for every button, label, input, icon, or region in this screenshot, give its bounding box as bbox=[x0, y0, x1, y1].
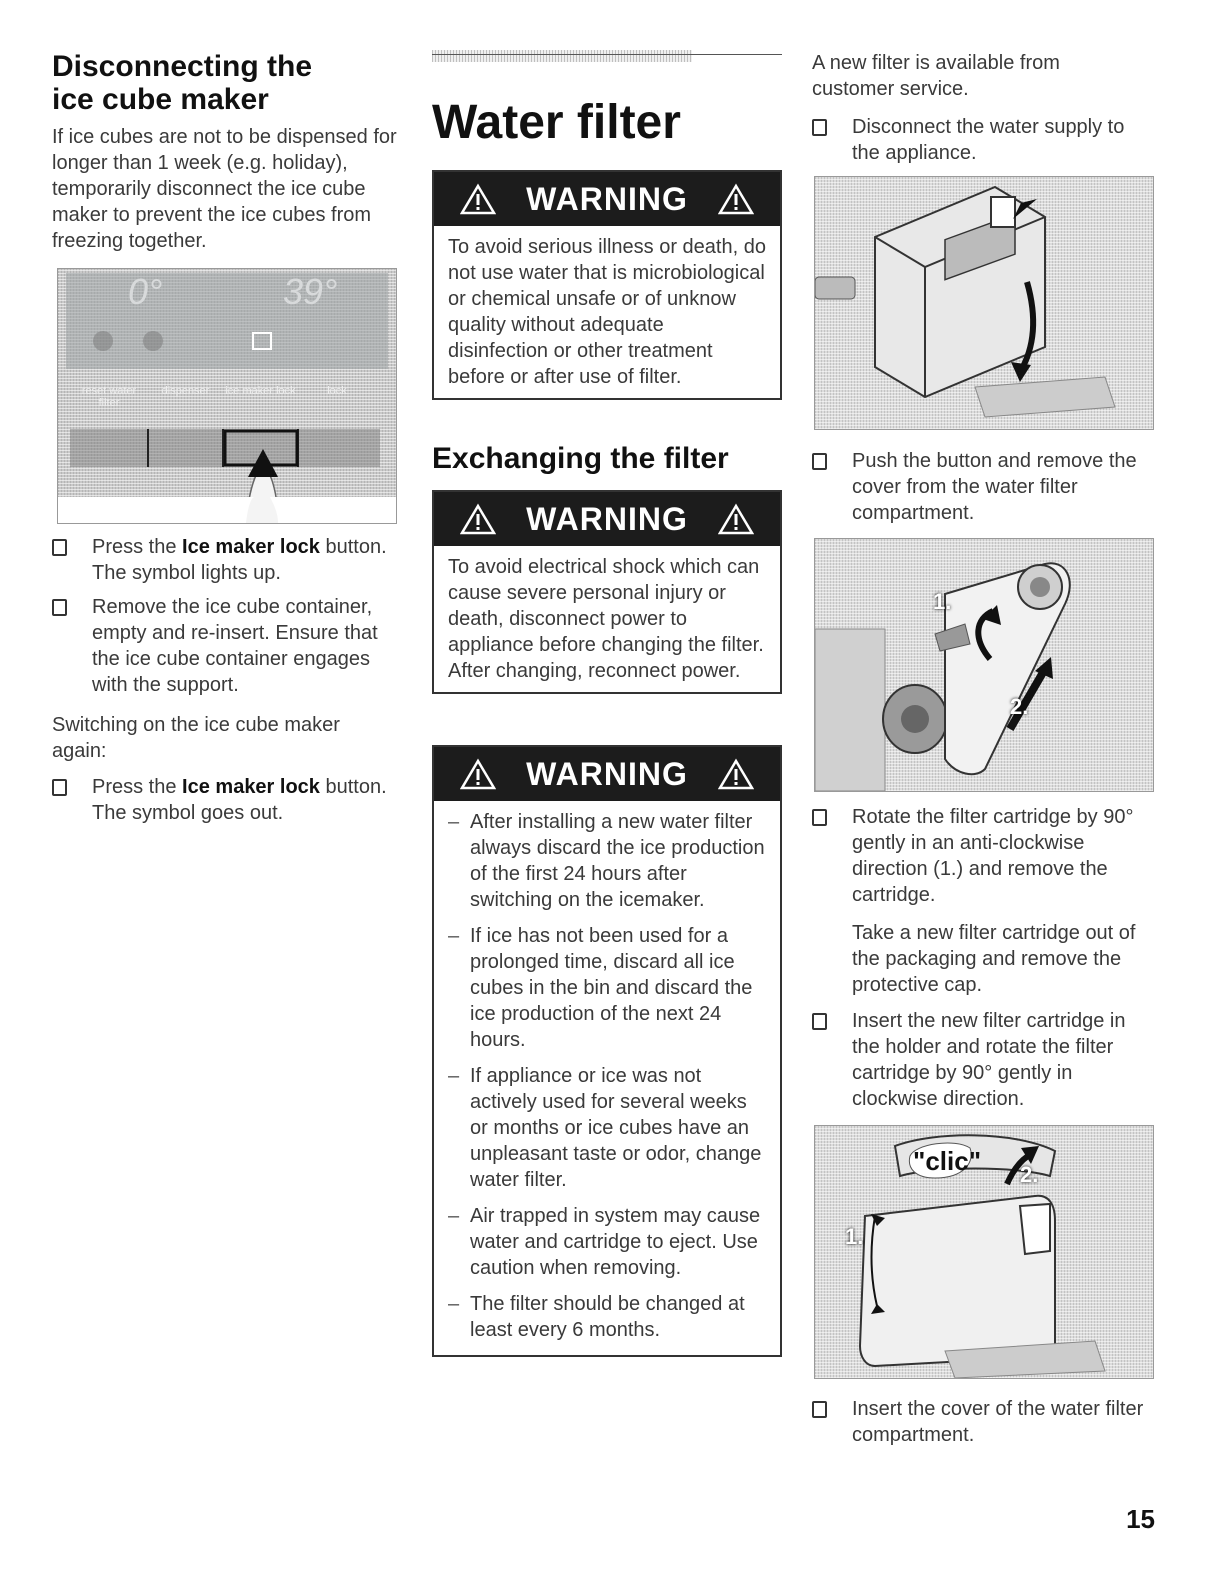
panel-button-labels bbox=[70, 385, 380, 409]
warning-banner bbox=[434, 747, 780, 801]
availability-paragraph: A new filter is available from customer service. bbox=[812, 52, 1060, 100]
steps-list-disconnect bbox=[52, 534, 402, 706]
section-heading-disconnect bbox=[52, 50, 312, 116]
page-number: 15 bbox=[1126, 1504, 1155, 1534]
checkbox-icon bbox=[812, 453, 827, 470]
title-rule-line bbox=[432, 54, 782, 55]
step-text: Rotate the filter cartridge by 90° gently in an anti-clockwise direction (1.) and remove the cartridge. bbox=[852, 806, 1134, 906]
switching-on-paragraph: Switching on the ice cube maker again: bbox=[52, 714, 340, 762]
list-item bbox=[812, 1008, 1157, 1112]
step-marker-1: 1. bbox=[845, 1224, 864, 1249]
checkbox-icon bbox=[52, 539, 67, 556]
warning-triangle-icon bbox=[718, 503, 754, 535]
step-bold: Ice maker lock bbox=[182, 536, 320, 558]
list-item bbox=[812, 448, 1157, 526]
list-item bbox=[812, 114, 1157, 166]
checkbox-icon bbox=[52, 779, 67, 796]
page-title: Water filter bbox=[432, 96, 681, 149]
checkbox-icon bbox=[812, 809, 827, 826]
heading-line-1: Disconnecting the bbox=[52, 50, 313, 83]
filter-cover-figure bbox=[814, 176, 1154, 430]
warning-triangle-icon bbox=[718, 183, 754, 215]
filter-rotate-out-illustration bbox=[815, 539, 1153, 791]
checkbox-icon bbox=[812, 1013, 827, 1030]
warning-label: WARNING bbox=[526, 755, 688, 792]
list-item: – If appliance or ice was not actively used for several weeks or months or ice cubes have an unpleasant taste or odor, change water filter. bbox=[448, 1063, 768, 1193]
step-list-1 bbox=[812, 114, 1157, 174]
list-item bbox=[812, 804, 1157, 908]
filter-insert-figure bbox=[814, 1125, 1154, 1379]
panel-label-ice-maker-lock: ice maker lock bbox=[225, 385, 296, 397]
step-text: Push the button and remove the cover from the water filter compartment. bbox=[852, 450, 1137, 524]
panel-label-reset-water-filter: reset water filter bbox=[81, 385, 137, 409]
clic-label: "clic" bbox=[913, 1146, 982, 1176]
list-item: – If ice has not been used for a prolonged time, discard all ice cubes in the bin and discard the ice production of the next 24 hours. bbox=[448, 923, 768, 1053]
list-item bbox=[52, 534, 402, 586]
list-item bbox=[52, 774, 392, 826]
step-text: Insert the cover of the water filter compartment. bbox=[852, 1398, 1144, 1446]
filter-rotate-out-figure bbox=[814, 538, 1154, 792]
filter-cover-illustration bbox=[815, 177, 1153, 429]
checkbox-icon bbox=[812, 1401, 827, 1418]
step-text: Press the bbox=[92, 536, 183, 558]
step-text: Press the bbox=[92, 776, 183, 798]
intro-paragraph: If ice cubes are not to be dispensed for longer than 1 week (e.g. holiday), temporarily disconnect the ice cube maker to prevent the ice cubes from freezing together. bbox=[52, 126, 397, 252]
step-text: button. The symbol goes out. bbox=[92, 776, 387, 824]
temp-right-readout: 39° bbox=[283, 271, 338, 312]
step-text: Insert the new filter cartridge in the holder and rotate the filter cartridge by 90° gently in clockwise direction. bbox=[852, 1010, 1126, 1110]
warning-list-container bbox=[434, 801, 780, 1355]
warning-box-electrical bbox=[432, 490, 782, 694]
control-panel-figure bbox=[57, 268, 397, 524]
list-item bbox=[52, 594, 402, 698]
warning-label: WARNING bbox=[526, 500, 688, 537]
warning-triangle-icon bbox=[460, 758, 496, 790]
filter-insert-illustration bbox=[815, 1126, 1153, 1378]
title-rule-gradient bbox=[432, 50, 692, 62]
step-bold: Ice maker lock bbox=[182, 776, 320, 798]
warning-list bbox=[448, 809, 768, 1343]
list-item: – After installing a new water filter always discard the ice production of the first 24 hours after switching on the icemaker. bbox=[448, 809, 768, 913]
title-rule bbox=[432, 50, 782, 62]
step-text: button. The symbol lights up. bbox=[92, 536, 387, 584]
panel-label-lock: lock bbox=[327, 385, 347, 397]
warning-banner bbox=[434, 172, 780, 226]
warning-box-ice bbox=[432, 745, 782, 1357]
warning-text: To avoid serious illness or death, do not use water that is microbiological or chemical unsafe or of unknow quality without adequate disinfection or other treatment before or after use of filter. bbox=[448, 236, 766, 388]
step-marker-1: 1. bbox=[933, 589, 952, 614]
list-item: – The filter should be changed at least every 6 months. bbox=[448, 1291, 768, 1343]
step-list-2 bbox=[812, 448, 1157, 534]
step-list-5 bbox=[812, 1396, 1157, 1456]
steps-list-switch-on bbox=[52, 774, 392, 834]
step-marker-2: 2. bbox=[1020, 1162, 1039, 1187]
warning-triangle-icon bbox=[460, 503, 496, 535]
checkbox-icon bbox=[812, 119, 827, 136]
checkbox-icon bbox=[52, 599, 67, 616]
step-list-4 bbox=[812, 1008, 1157, 1120]
step-text: Remove the ice cube container, empty and re-insert. Ensure that the ice cube container engages with the support. bbox=[92, 596, 378, 696]
section-heading-exchange: Exchanging the filter bbox=[432, 442, 729, 475]
step-marker-2: 2. bbox=[1010, 694, 1029, 719]
temp-left-readout: 0° bbox=[128, 271, 163, 312]
warning-triangle-icon bbox=[460, 183, 496, 215]
warning-text: To avoid electrical shock which can cause severe personal injury or death, disconnect power to appliance before changing the filter. After changing, reconnect power. bbox=[448, 556, 764, 682]
step-list-3 bbox=[812, 804, 1157, 916]
list-item: – Air trapped in system may cause water and cartridge to eject. Use caution when removing. bbox=[448, 1203, 768, 1281]
warning-triangle-icon bbox=[718, 758, 754, 790]
warning-label: WARNING bbox=[526, 180, 688, 217]
list-item bbox=[812, 1396, 1157, 1448]
step-text: Disconnect the water supply to the appliance. bbox=[852, 116, 1125, 164]
warning-banner bbox=[434, 492, 780, 546]
heading-line-2: ice cube maker bbox=[52, 83, 269, 116]
panel-label-dispenser: dispenser bbox=[161, 385, 210, 397]
step-note: Take a new filter cartridge out of the packaging and remove the protective cap. bbox=[852, 922, 1136, 996]
warning-box-illness bbox=[432, 170, 782, 400]
